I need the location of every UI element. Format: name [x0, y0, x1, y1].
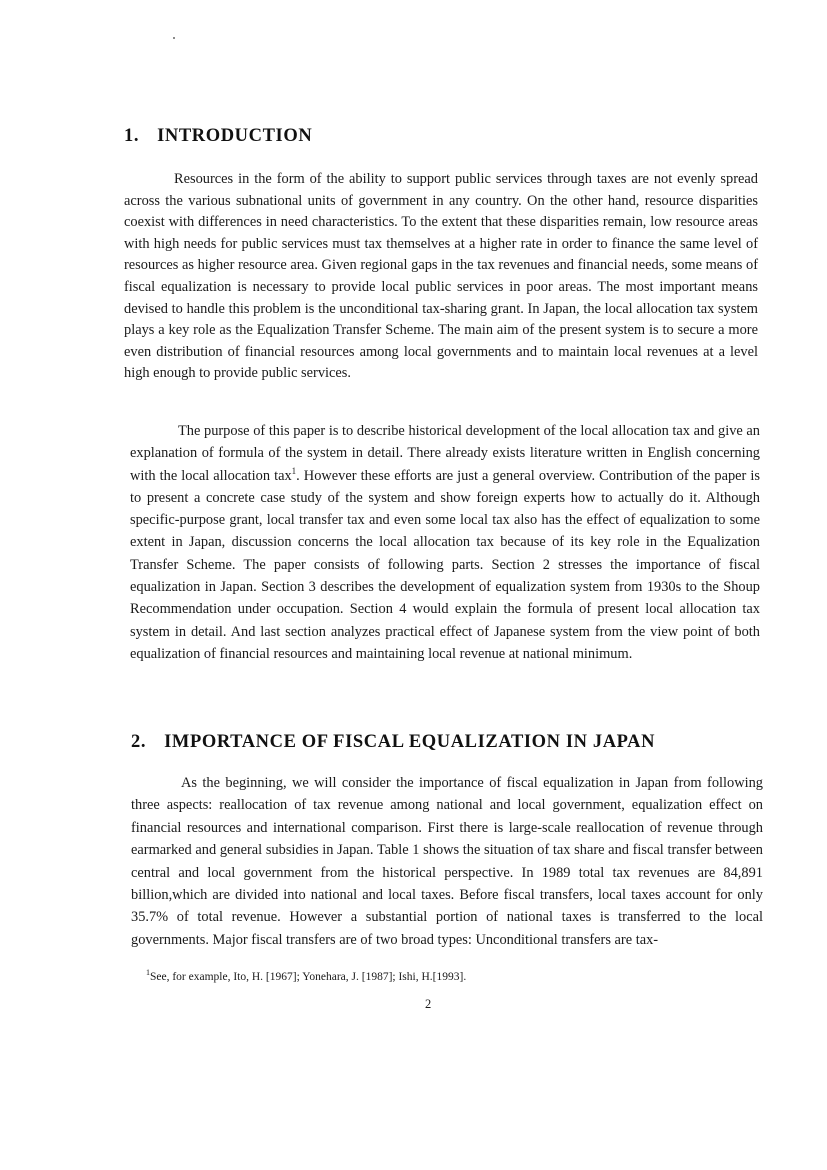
- section-1-heading: [124, 126, 312, 147]
- section-2-title: IMPORTANCE OF FISCAL EQUALIZATION IN JAPAN: [164, 732, 656, 752]
- footnote: [146, 970, 746, 984]
- intro-paragraph-2-end: . However these efforts are just a general overview. Contribution of the paper is to present a concrete case study of the system and show foreign experts how to actually do it. Although specific-purpose grant, local transfer tax and even some local tax also has the effect of equalization to some extent in Japan, discussion concerns the local allocation tax because of its key role in the Equalization Transfer Scheme. The paper consists of following parts. Section 2 stresses the importance of fiscal equalization in Japan. Section 3 describes the development of equalization system from 1930s to the Shoup Recommendation under occupation. Section 4 would explain the formula of present local allocation tax system in detail. And last section analyzes practical effect of Japanese system from the view point of both equalization of financial resources and maintaining local revenue at national minimum.: [130, 467, 760, 662]
- intro-paragraph-2: [130, 420, 760, 665]
- page-number: 2: [425, 997, 432, 1011]
- section-2-number: 2.: [131, 732, 147, 752]
- section-2-heading: [131, 732, 655, 753]
- section-1-title: INTRODUCTION: [157, 126, 313, 146]
- scan-speck: [173, 37, 175, 39]
- footnote-mark: 1: [146, 968, 150, 978]
- footnote-text: See, for example, Ito, H. [1967]; Yonehara, J. [1987]; Ishi, H.[1993].: [150, 971, 467, 983]
- section-2-paragraph-1: As the beginning, we will consider the importance of fiscal equalization in Japan from following three aspects: reallocation of tax revenue among national and local government, equalization effect on financial resources and international comparison. First there is large-scale reallocation of revenue through earmarked and general subsidies in Japan. Table 1 shows the situation of tax share and fiscal transfer between central and local government from the historical perspective. In 1989 total tax revenues are 84,891 billion,which are divided into national and local taxes. Before fiscal transfers, local taxes account for only 35.7% of total revenue. However a substantial portion of national taxes is transferred to the local governments. Major fiscal transfers are of two broad types: Unconditional transfers are tax-: [131, 775, 763, 948]
- footnote-reference-mark: 1: [291, 465, 297, 476]
- intro-paragraph-2-start: The purpose of this paper is to describe historical development of the local allocation tax and give an explanation of formula of the system in detail. There already exists literature written in English concerning with the local allocation tax: [130, 423, 760, 484]
- section-1-number: 1.: [124, 126, 140, 146]
- intro-paragraph-1: Resources in the form of the ability to support public services through taxes are not evenly spread across the various subnational units of government in any country. On the other hand, resource disparities coexist with differences in need characteristics. To the extent that these disparities remain, low resource areas with high needs for public services must tax themselves at a higher rate in order to finance the same level of resources as higher resource area. Given regional gaps in the tax revenues and financial needs, some means of fiscal equalization is necessary to provide local public services in poor areas. The most important means devised to handle this problem is the unconditional tax-sharing grant. In Japan, the local allocation tax system plays a key role as the Equalization Transfer Scheme. The main aim of the present system is to secure a more even distribution of financial resources among local governments and to maintain local revenues at a level high enough to provide public services.: [124, 171, 758, 382]
